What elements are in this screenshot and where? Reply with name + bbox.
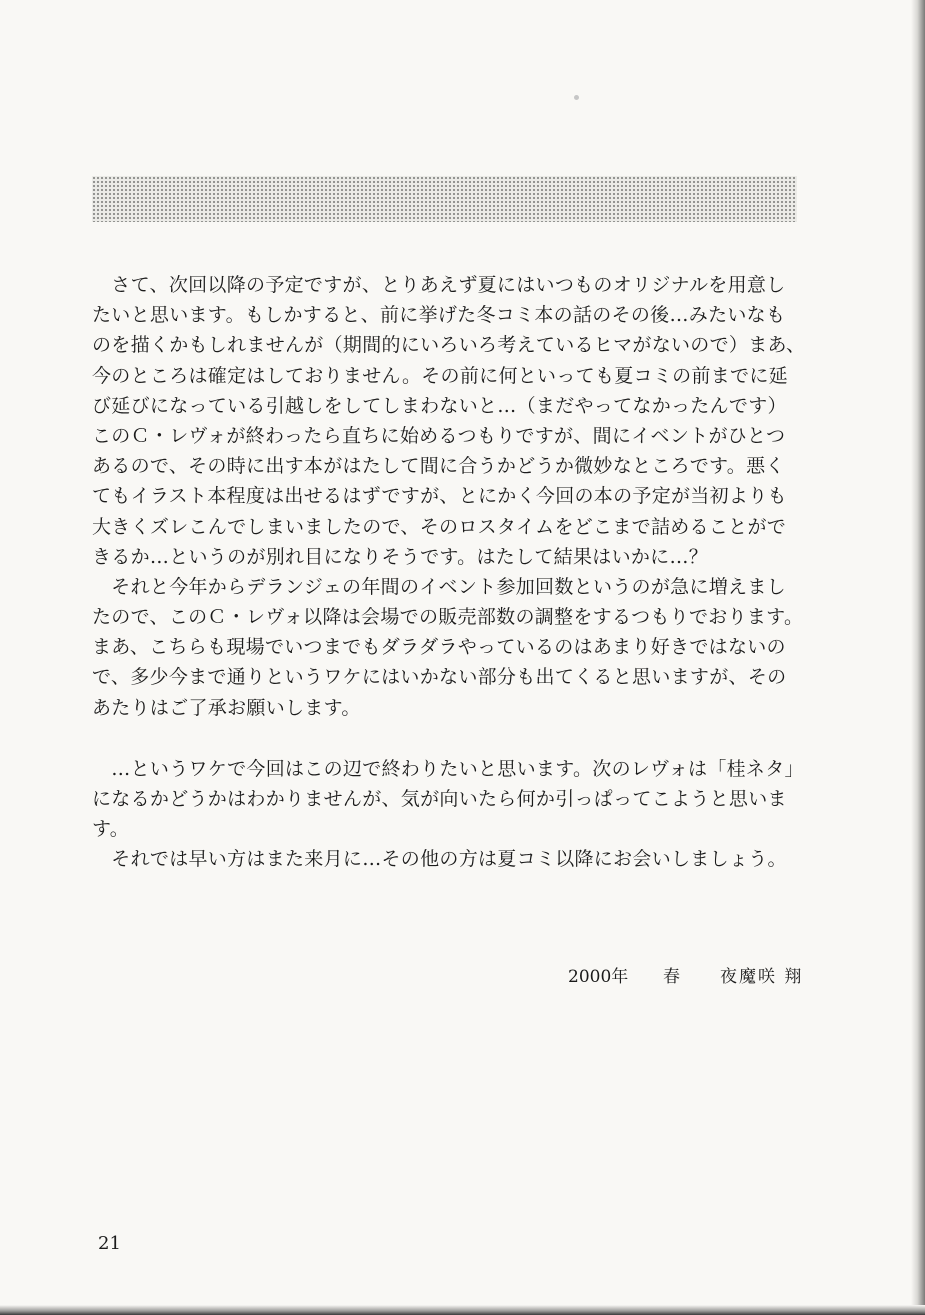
page-edge-bottom (0, 1305, 925, 1315)
text-line: のを描くかもしれませんが（期間的にいろいろ考えているヒマがないので）まあ、 (92, 334, 806, 357)
text-line: それと今年からデランジェの年間のイベント参加回数というのが急に増えまし (92, 575, 786, 598)
signature-year: 2000年 (568, 967, 629, 987)
text-line: び延びになっている引越しをしてしまわないと…（まだやってなかったんです） (92, 394, 787, 417)
header-screentone-band (92, 176, 797, 222)
text-line: てもイラスト本程度は出せるはずですが、とにかく今回の本の予定が当初よりも (92, 485, 787, 508)
text-line: …というワケで今回はこの辺で終わりたいと思います。次のレヴォは「桂ネタ」 (92, 757, 804, 780)
paper-speck (574, 95, 579, 100)
text-line: たいと思います。もしかすると、前に挙げた冬コミ本の話のその後…みたいなも (92, 304, 786, 327)
page-edge-right (911, 0, 925, 1315)
text-line: 今のところは確定はしておりません。その前に何といっても夏コミの前までに延 (92, 364, 788, 387)
signature-author: 夜魔咲 翔 (720, 967, 804, 987)
paragraph-gap (92, 723, 808, 754)
text-line: あたりはご了承お願いします。 (92, 696, 361, 719)
text-line: で、多少今まで通りというワケにはいかない部分も出てくると思いますが、その (92, 666, 787, 689)
signature-season: 春 (663, 967, 680, 987)
text-line: まあ、こちらも現場でいつまでもダラダラやっているのはあまり好きではないの (92, 636, 786, 659)
text-line: 大きくズレこんでしまいましたので、そのロスタイムをどこまで詰めることがで (92, 515, 787, 538)
text-line: このＣ・レヴォが終わったら直ちに始めるつもりですが、間にイベントがひとつ (92, 424, 786, 447)
text-line: さて、次回以降の予定ですが、とりあえず夏にはいつものオリジナルを用意し (92, 274, 786, 296)
text-line: になるかどうかはわかりませんが、気が向いたら何か引っぱってこようと思いま (92, 788, 787, 810)
text-line: きるか…というのが別れ目になりそうです。はたして結果はいかに…？ (92, 545, 709, 568)
text-line: す。 (92, 818, 130, 841)
text-line: それでは早い方はまた来月に…その他の方は夏コミ以降にお会いしましょう。 (92, 848, 787, 871)
text-line: あるので、その時に出す本がはたして間に合うかどうか微妙なところです。悪く (92, 455, 785, 478)
signature (568, 964, 818, 990)
afterword-text (92, 270, 808, 875)
page-number: 21 (98, 1233, 121, 1254)
text-line: たので、このＣ・レヴォ以降は会場での販売部数の調整をするつもりでおります。 (92, 606, 804, 629)
